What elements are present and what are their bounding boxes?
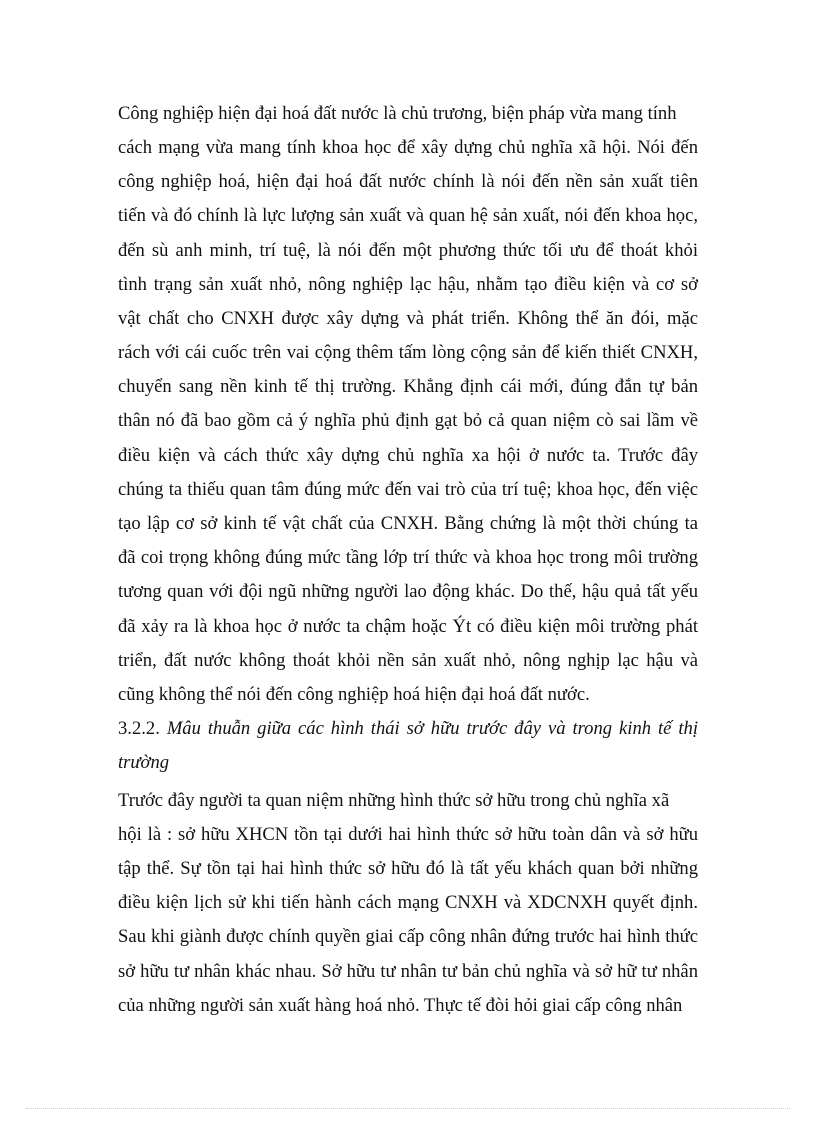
paragraph-1-line: chuyển sang nền kinh tế thị trường. Khẳng định cái mới, đúng đắn tự bản [118,376,698,397]
section-heading-title: Mâu thuẫn giữa các hình thái sở hữu trước đây và trong kinh tế thị [166,718,699,739]
paragraph-1-line: triển, đất nước không thoát khỏi nền sản xuất nhỏ, nông nghịp lạc hậu và [118,650,698,671]
section-heading-continuation: trường [118,752,170,773]
paragraph-2-line: sở hữu tư nhân khác nhau. Sở hữu tư nhân tư bản chủ nghĩa và sở hữ tư nhân [118,961,698,982]
paragraph-1-line: vật chất cho CNXH được xây dựng và phát triển. Không thể ăn đói, mặc [118,308,698,329]
paragraph-1-line: đã xảy ra là khoa học ở nước ta chậm hoặc Ýt có điều kiện môi trường phát [118,616,698,637]
paragraph-1-line: đến sù anh minh, trí tuệ, là nói đến một phương thức tối ưu để thoát khỏi [118,240,698,261]
paragraph-2-line: hội là : sở hữu XHCN tồn tại dưới hai hình thức sở hữu toàn dân và sở hữu [118,824,698,845]
paragraph-2-line: Trước đây người ta quan niệm những hình thức sở hữu trong chủ nghĩa xã [118,790,670,811]
paragraph-1-line: công nghiệp hoá, hiện đại hoá đất nước chính là nói đến nền sản xuất tiên [118,171,698,192]
paragraph-1-line: rách với cái cuốc trên vai cộng thêm tấm lòng cộng sản để kiến thiết CNXH, [118,342,698,363]
paragraph-1-line: điều kiện và cách thức xây dựng chủ nghĩa xa hội ở nước ta. Trước đây [118,445,698,466]
paragraph-2-line: điều kiện lịch sử khi tiến hành cách mạng CNXH và XDCNXH quyết định. [118,892,698,913]
paragraph-1-line: tình trạng sản xuất nhỏ, nông nghiệp lạc hậu, nhằm tạo điều kiện và cơ sở [118,274,698,295]
paragraph-2-line: tập thể. Sự tồn tại hai hình thức sở hữu đó là tất yếu khách quan bởi những [118,858,698,879]
section-heading [118,718,698,740]
paragraph-1-line: tiến và đó chính là lực lượng sản xuất và quan hệ sản xuất, nói đến khoa học, [118,205,698,226]
paragraph-1-line: thân nó đã bao gồm cả ý nghĩa phủ định gạt bỏ cả quan niệm cò sai lầm về [118,410,698,431]
paragraph-1-line: đã coi trọng không đúng mức tầng lớp trí thức và khoa học trong môi trường [118,547,698,568]
paragraph-2-line: của những người sản xuất hàng hoá nhỏ. Thực tế đòi hỏi giai cấp công nhân [118,995,683,1016]
section-heading-number: 3.2.2. [118,718,160,739]
paragraph-1-line: Công nghiệp hiện đại hoá đất nước là chủ trương, biện pháp vừa mang tính [118,103,677,124]
paragraph-1-line: cách mạng vừa mang tính khoa học để xây dựng chủ nghĩa xã hội. Nói đến [118,137,698,158]
paragraph-1-line: chúng ta thiếu quan tâm đúng mức đến vai trò của trí tuệ; khoa học, đến việc [118,479,698,500]
paragraph-2-line: Sau khi giành được chính quyền giai cấp công nhân đứng trước hai hình thức [118,926,698,947]
page-bottom-divider [26,1108,790,1109]
paragraph-1-line: cũng không thể nói đến công nghiệp hoá hiện đại hoá đất nước. [118,684,590,705]
paragraph-1-line: tương quan với đội ngũ những người lao động khác. Do thế, hậu quả tất yếu [118,581,698,602]
paragraph-1-line: tạo lập cơ sở kinh tế vật chất của CNXH. Bằng chứng là một thời chúng ta [118,513,698,534]
